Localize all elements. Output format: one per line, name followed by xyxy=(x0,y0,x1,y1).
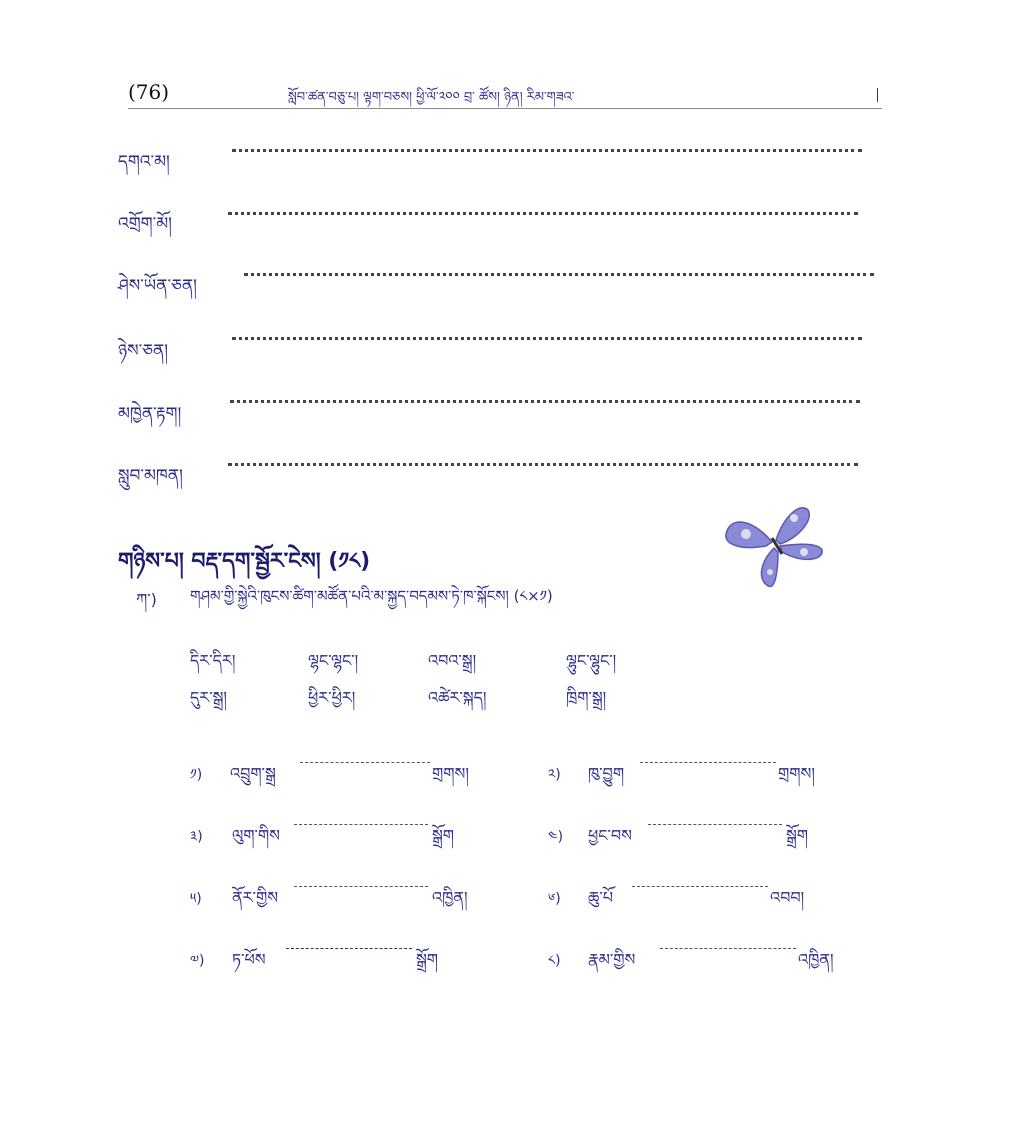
item-prefix: ཏ་ཕོས xyxy=(232,950,266,969)
item-prefix: ལུག་གིས xyxy=(232,826,280,845)
item-number: ༨) xyxy=(548,953,561,969)
answer-row-label: སླུབ་མཁན། xyxy=(118,466,183,486)
word-bank-item: དུར་སྒྲ། xyxy=(190,688,227,707)
answer-row-label: འགྲོག་མོ། xyxy=(118,214,172,234)
item-prefix: ཕྱང་བས xyxy=(588,826,632,845)
item-number: ༡) xyxy=(190,767,203,783)
item-suffix: སྒྲོག xyxy=(786,826,809,845)
item-prefix: ཆུ་པོ xyxy=(588,888,614,907)
answer-dotted-line[interactable] xyxy=(228,463,858,466)
word-bank-item: ལྷུང་ལྷུང་། xyxy=(566,651,617,670)
word-bank-item: འབའ་སྒྲ། xyxy=(428,651,477,670)
answer-dotted-line[interactable] xyxy=(244,273,874,276)
fill-blank[interactable] xyxy=(660,948,796,949)
fill-blank[interactable] xyxy=(640,762,776,763)
item-prefix: ཁུ་བྱུག xyxy=(588,764,625,783)
butterfly-icon xyxy=(722,498,828,592)
exercise-letter: ཀ་) xyxy=(136,590,157,609)
fill-blank[interactable] xyxy=(294,886,428,887)
header-bar-mark xyxy=(877,88,878,102)
fill-blank[interactable] xyxy=(632,886,768,887)
word-bank-item: དིར་དིར། xyxy=(190,651,236,670)
item-number: ༣) xyxy=(190,829,203,845)
answer-row-label: ཉེས་ཅན། xyxy=(118,341,169,361)
item-suffix: སྒྲོག xyxy=(432,826,455,845)
item-number: ༦) xyxy=(548,891,561,907)
answer-dotted-line[interactable] xyxy=(232,149,862,152)
answer-row-label: ཤེས་ཡོན་ཅན། xyxy=(118,276,197,296)
word-bank-item: ལྷང་ལྷང་། xyxy=(308,651,359,670)
fill-blank[interactable] xyxy=(648,824,782,825)
item-suffix: སྒྲོག xyxy=(416,950,439,969)
item-number: ༥) xyxy=(190,891,202,907)
answer-dotted-line[interactable] xyxy=(232,337,862,340)
fill-blank[interactable] xyxy=(294,824,428,825)
word-bank-item: ཁྲིག་སྒྲ། xyxy=(566,688,607,707)
answer-row-label: དགའ་མ། xyxy=(118,152,170,172)
item-suffix: འབབ། xyxy=(770,888,805,907)
answer-dotted-line[interactable] xyxy=(230,400,860,403)
item-prefix: འབྲུག་སྒྲ xyxy=(230,764,276,783)
item-prefix: ནོར་གྱིས xyxy=(232,888,279,907)
answer-dotted-line[interactable] xyxy=(228,212,858,215)
word-bank-item: འཚེར་སྐད། xyxy=(428,688,487,707)
answer-row-label: མཁྱེན་རྟག། xyxy=(118,404,182,424)
item-suffix: འཁྱིན། xyxy=(432,888,468,907)
exercise-instruction: གཤམ་གྱི་སྐྱེའི་ཁུངས་ཚིག་མཚོན་པའི་མ་སྐྱད་བདམས་ཏེ་ཁ་སྐོངས། (༨×༡) xyxy=(190,587,553,605)
item-suffix: འཁྱིན། xyxy=(798,950,834,969)
word-bank-item: ཕྱིར་ཕྱིར། xyxy=(308,688,356,707)
item-suffix: གྲགས། xyxy=(432,764,469,783)
item-prefix: རྣམ་གྱིས xyxy=(588,950,636,969)
page-number: (76) xyxy=(128,80,170,104)
section-title: གཉིས་པ། བརྡ་དག་སྦྱོར་ངེས། (༡༨) xyxy=(118,549,371,574)
running-head: སློབ་ཚན་བཅུ་པ། ལྟག་བཅས། ཕྱི་ལོ་༢༠༠ བྲ་ ཚོས། ཉིན། རིམ་གཟའ་ xyxy=(288,90,575,105)
item-number: ༧) xyxy=(190,953,205,969)
item-number: ༤) xyxy=(548,829,564,845)
fill-blank[interactable] xyxy=(286,948,412,949)
fill-blank[interactable] xyxy=(300,762,430,763)
item-number: ༢) xyxy=(548,767,561,783)
header-rule xyxy=(128,108,882,109)
item-suffix: གྲགས། xyxy=(778,764,815,783)
